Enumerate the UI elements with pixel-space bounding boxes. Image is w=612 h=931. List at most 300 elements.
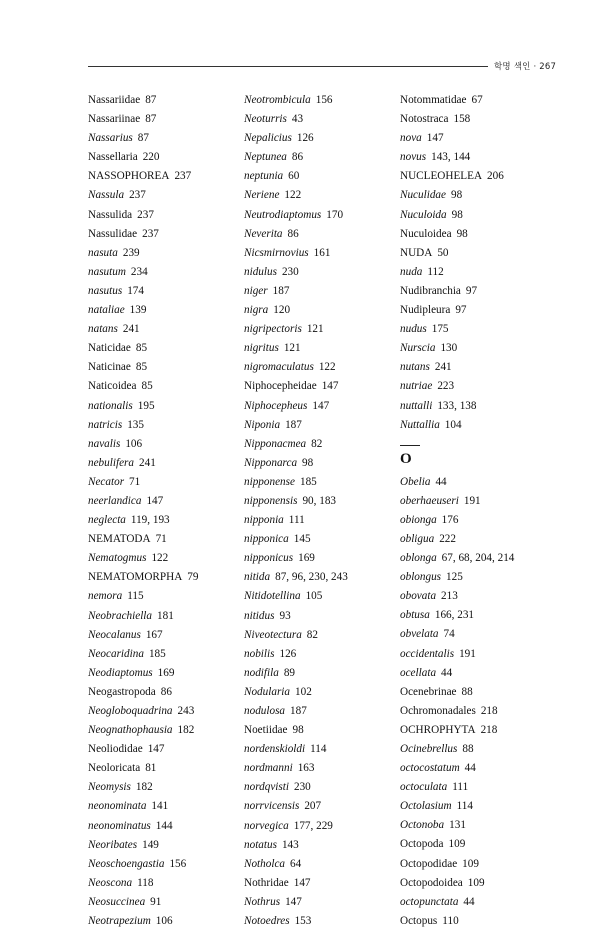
index-term: Naticinae xyxy=(88,361,131,374)
page-numbers: 82 xyxy=(306,628,318,641)
index-term: nigripectoris xyxy=(244,323,302,336)
index-entry xyxy=(88,129,248,148)
index-term: Nothrus xyxy=(244,895,281,908)
index-term: Neocaridina xyxy=(88,647,144,660)
index-term: octopunctata xyxy=(400,895,459,908)
page-numbers: 170 xyxy=(326,208,344,221)
index-entry xyxy=(400,473,560,492)
index-term: Niponia xyxy=(244,418,281,431)
index-term: Octonoba xyxy=(400,819,445,832)
index-entry xyxy=(88,225,248,244)
index-entry xyxy=(88,358,248,377)
page-numbers: 109 xyxy=(467,876,485,889)
index-entry xyxy=(400,416,560,435)
index-term: NEMATOMORPHA xyxy=(88,571,183,584)
section-divider xyxy=(400,445,420,446)
page-numbers: 125 xyxy=(446,571,463,584)
index-entry xyxy=(244,836,404,855)
index-entry xyxy=(88,893,248,912)
index-term: norvegica xyxy=(244,819,289,832)
index-term: obligua xyxy=(400,532,435,545)
index-entry xyxy=(400,167,560,186)
index-term: nuda xyxy=(400,265,423,278)
page-numbers: 71 xyxy=(129,475,141,488)
index-entry xyxy=(400,835,560,854)
page-numbers: 122 xyxy=(284,189,302,202)
index-entry xyxy=(400,645,560,664)
index-term: nipponensis xyxy=(244,494,298,507)
page-numbers: 67 xyxy=(471,94,483,106)
index-entry xyxy=(244,645,404,664)
index-entry xyxy=(88,683,248,702)
page-numbers: 234 xyxy=(130,265,148,278)
index-term: oblonga xyxy=(400,552,437,565)
page-numbers: 87 xyxy=(145,113,157,126)
index-term: Nipponarca xyxy=(244,456,298,469)
page-numbers: 120 xyxy=(273,304,291,317)
page-numbers: 105 xyxy=(305,590,323,603)
index-entry xyxy=(244,435,404,454)
page-numbers: 88 xyxy=(462,743,474,755)
page-numbers: 106 xyxy=(155,915,173,928)
index-term: obtusa xyxy=(400,609,430,622)
index-term: neerlandica xyxy=(88,494,142,507)
index-entry xyxy=(244,206,404,225)
index-entry xyxy=(244,568,404,587)
page-numbers: 121 xyxy=(306,323,324,336)
index-entry xyxy=(244,244,404,263)
index-entry xyxy=(400,683,560,702)
index-entry xyxy=(400,912,560,931)
page-numbers: 169 xyxy=(157,666,175,679)
index-term: octocostatum xyxy=(400,762,460,775)
page-numbers: 222 xyxy=(439,532,456,545)
index-term: obvelata xyxy=(400,628,439,641)
index-term: Ochromonadales xyxy=(400,704,476,717)
index-term: neonominatus xyxy=(88,819,151,832)
page-numbers: 237 xyxy=(142,227,159,240)
index-term: nutans xyxy=(400,361,430,374)
index-term: Notommatidae xyxy=(400,94,467,106)
page-numbers: 153 xyxy=(294,915,312,928)
index-term: Obelia xyxy=(400,475,431,488)
index-entry xyxy=(88,759,248,778)
page-numbers: 98 xyxy=(451,189,463,202)
page-numbers: 43 xyxy=(291,113,304,126)
index-entry xyxy=(400,244,560,263)
page-numbers: 74 xyxy=(443,628,455,641)
index-term: neonominata xyxy=(88,800,147,813)
page-numbers: 191 xyxy=(463,494,481,507)
page-numbers: 130 xyxy=(440,342,458,355)
index-entry xyxy=(244,148,404,167)
index-term: nova xyxy=(400,132,422,145)
index-term: neglecta xyxy=(88,514,126,527)
page-numbers: 122 xyxy=(318,361,336,374)
index-term: navalis xyxy=(88,437,121,450)
index-entry xyxy=(244,683,404,702)
page-numbers: 98 xyxy=(292,724,304,737)
index-entry xyxy=(88,721,248,740)
page-numbers: 87 xyxy=(137,132,149,145)
page-numbers: 109 xyxy=(448,838,466,851)
index-entry xyxy=(244,778,404,797)
index-entry xyxy=(400,397,560,416)
index-term: oblongus xyxy=(400,571,442,584)
page-numbers: 147 xyxy=(426,132,444,145)
index-term: NUDA xyxy=(400,246,433,259)
page-numbers: 169 xyxy=(298,552,315,565)
index-entry xyxy=(400,702,560,721)
index-term: Nassula xyxy=(88,189,125,202)
index-entry xyxy=(244,893,404,912)
header-rule xyxy=(88,66,488,67)
index-term: Neobrachiella xyxy=(88,609,153,622)
page-numbers: 187 xyxy=(290,705,307,717)
index-term: nobilis xyxy=(244,647,275,660)
page-numbers: 144 xyxy=(155,819,173,832)
index-term: nipponia xyxy=(244,514,284,527)
page-numbers: 161 xyxy=(313,246,331,259)
index-entry xyxy=(400,874,560,893)
index-entry xyxy=(88,397,248,416)
index-term: Nassariinae xyxy=(88,113,141,126)
index-term: nudus xyxy=(400,323,427,336)
page-numbers: 206 xyxy=(487,170,504,183)
index-entry xyxy=(244,740,404,759)
index-entry xyxy=(244,301,404,320)
page-numbers: 241 xyxy=(139,456,156,469)
page-numbers: 176 xyxy=(441,513,459,526)
page-numbers: 185 xyxy=(299,475,317,488)
index-entry xyxy=(400,664,560,683)
index-entry xyxy=(400,511,560,530)
index-term: Niphocepheidae xyxy=(244,380,317,393)
index-entry xyxy=(400,358,560,377)
page-numbers: 98 xyxy=(302,456,314,469)
page-numbers: 60 xyxy=(288,170,300,183)
index-term: Ocenebrinae xyxy=(400,685,457,698)
index-entry xyxy=(88,320,248,339)
index-entry xyxy=(88,301,248,320)
index-entry xyxy=(244,855,404,874)
index-term: nordenskioldi xyxy=(244,743,306,756)
index-entry xyxy=(400,606,560,625)
page-numbers: 147 xyxy=(312,399,330,412)
index-entry xyxy=(88,740,248,759)
index-term: Nuttallia xyxy=(400,418,440,431)
page-numbers: 102 xyxy=(295,685,312,698)
index-entry xyxy=(400,110,560,129)
page-numbers: 87 xyxy=(145,94,157,106)
page-numbers: 241 xyxy=(434,361,452,374)
index-entry xyxy=(88,339,248,358)
index-entry xyxy=(88,263,248,282)
index-entry xyxy=(88,110,248,129)
page-numbers: 44 xyxy=(435,475,447,488)
index-term: nutriae xyxy=(400,380,433,393)
index-entry xyxy=(244,702,404,721)
page-numbers: 86 xyxy=(287,227,299,240)
index-term: Neptunea xyxy=(244,151,287,164)
index-term: Octolasium xyxy=(400,800,452,813)
index-term: Neocalanus xyxy=(88,628,141,641)
index-entry xyxy=(244,664,404,683)
page-numbers: 110 xyxy=(442,914,459,927)
index-term: Neosuccinea xyxy=(88,895,146,908)
index-term: Nepalicius xyxy=(244,132,292,145)
index-term: novus xyxy=(400,151,427,164)
index-entry xyxy=(244,912,404,931)
page-numbers: 149 xyxy=(142,838,159,851)
index-entry xyxy=(400,721,560,740)
index-entry xyxy=(88,817,248,836)
index-term: Nodularia xyxy=(244,685,291,698)
page-numbers: 147 xyxy=(146,494,164,507)
index-entry xyxy=(400,816,560,835)
page-numbers: 82 xyxy=(311,437,323,450)
page-numbers: 131 xyxy=(449,819,466,832)
index-term: NASSOPHOREA xyxy=(88,170,170,183)
index-term: Notholca xyxy=(244,857,286,870)
page-numbers: 112 xyxy=(427,265,444,278)
index-term: obovata xyxy=(400,590,437,603)
index-entry xyxy=(400,625,560,644)
index-entry xyxy=(88,912,248,931)
index-term: Nipponacmea xyxy=(244,437,307,450)
index-term: nodifila xyxy=(244,666,279,679)
page-numbers: 115 xyxy=(127,590,144,603)
page-numbers: 181 xyxy=(157,609,174,622)
index-entry xyxy=(400,129,560,148)
index-entry xyxy=(400,186,560,205)
index-entry xyxy=(244,874,404,893)
page-numbers: 158 xyxy=(453,113,471,126)
page-numbers: 147 xyxy=(293,876,311,889)
index-column-3 xyxy=(400,91,560,931)
index-entry xyxy=(88,530,248,549)
index-entry xyxy=(244,759,404,778)
page-numbers: 118 xyxy=(137,876,154,889)
page-numbers: 109 xyxy=(462,857,479,870)
index-entry xyxy=(400,797,560,816)
index-entry xyxy=(88,244,248,263)
page-numbers: 230 xyxy=(293,781,311,794)
index-entry xyxy=(400,492,560,511)
index-entry xyxy=(244,454,404,473)
index-term: obionga xyxy=(400,513,437,526)
index-term: nasuta xyxy=(88,246,118,259)
index-entry xyxy=(244,549,404,568)
index-entry xyxy=(244,473,404,492)
index-term: Notostraca xyxy=(400,113,449,126)
page-numbers: 187 xyxy=(272,284,290,297)
page-numbers: 145 xyxy=(293,533,311,546)
page-numbers: 119, 193 xyxy=(130,514,170,527)
index-term: nigritus xyxy=(244,342,279,355)
page-numbers: 139 xyxy=(129,304,147,317)
index-term: oberhaeuseri xyxy=(400,494,459,507)
page-numbers: 141 xyxy=(151,800,169,813)
index-entry xyxy=(88,626,248,645)
page-numbers: 86 xyxy=(160,685,172,698)
index-entry xyxy=(400,339,560,358)
index-entry xyxy=(244,397,404,416)
index-term: nuttalli xyxy=(400,399,433,412)
index-term: Neotrapezium xyxy=(88,915,151,928)
index-entry xyxy=(88,473,248,492)
index-entry xyxy=(400,740,560,759)
index-entry xyxy=(400,206,560,225)
page-numbers: 166, 231 xyxy=(434,609,474,622)
page-numbers: 213 xyxy=(441,590,458,603)
page-numbers: 71 xyxy=(155,533,167,546)
index-term: Nuculoidea xyxy=(400,227,452,240)
page-numbers: 143 xyxy=(281,838,299,851)
index-entry xyxy=(244,530,404,549)
index-entry xyxy=(88,282,248,301)
page-numbers: 44 xyxy=(441,666,453,679)
index-term: Neoribates xyxy=(88,838,138,851)
page-numbers: 121 xyxy=(283,342,301,355)
index-term: neptunia xyxy=(244,170,284,183)
index-term: nasutus xyxy=(88,284,123,297)
running-head: 학명 색인 · 267 xyxy=(494,62,557,72)
index-entry xyxy=(88,797,248,816)
index-entry xyxy=(244,320,404,339)
index-term: natricis xyxy=(88,418,123,431)
index-term: Neotrombicula xyxy=(244,94,311,106)
page-numbers: 87, 96, 230, 243 xyxy=(275,571,348,584)
page-numbers: 223 xyxy=(437,380,455,393)
page-numbers: 50 xyxy=(437,246,449,259)
index-entry xyxy=(400,320,560,339)
page-numbers: 126 xyxy=(296,132,314,145)
page-numbers: 93 xyxy=(279,609,291,622)
page-numbers: 111 xyxy=(452,781,469,794)
page-numbers: 147 xyxy=(321,380,339,393)
section-letter-heading: O xyxy=(400,450,412,467)
index-term: Naticidae xyxy=(88,342,131,355)
index-entry xyxy=(88,607,248,626)
page-numbers: 111 xyxy=(288,514,305,527)
index-term: occidentalis xyxy=(400,647,455,660)
index-entry xyxy=(244,416,404,435)
index-term: Necator xyxy=(88,475,125,488)
index-term: Neodiaptomus xyxy=(88,666,153,679)
page-numbers: 147 xyxy=(285,895,302,908)
index-entry xyxy=(244,626,404,645)
index-entry xyxy=(88,377,248,396)
page-numbers: 177, 229 xyxy=(293,819,333,832)
index-entry xyxy=(88,186,248,205)
index-entry xyxy=(244,817,404,836)
page-numbers: 90, 183 xyxy=(302,494,337,507)
index-term: Naticoidea xyxy=(88,380,137,393)
index-term: Neutrodiaptomus xyxy=(244,208,322,221)
page-numbers: 67, 68, 204, 214 xyxy=(441,552,515,565)
index-entry xyxy=(244,607,404,626)
page-numbers: 182 xyxy=(135,781,153,794)
index-entry xyxy=(88,206,248,225)
page-numbers: 133, 138 xyxy=(437,399,477,412)
index-entry xyxy=(400,530,560,549)
index-entry xyxy=(244,377,404,396)
index-term: Neoloricata xyxy=(88,762,141,775)
index-term: nipponicus xyxy=(244,552,294,565)
index-entry xyxy=(88,836,248,855)
index-term: nipponense xyxy=(244,475,295,488)
page-numbers: 195 xyxy=(137,399,155,412)
index-entry xyxy=(400,225,560,244)
index-entry xyxy=(400,263,560,282)
index-term: nitidus xyxy=(244,609,275,622)
page-numbers: 143, 144 xyxy=(431,151,471,164)
index-term: norrvicensis xyxy=(244,800,300,813)
index-entry xyxy=(88,778,248,797)
page-numbers: 191 xyxy=(459,647,476,660)
index-entry xyxy=(400,855,560,874)
page-numbers: 86 xyxy=(291,151,304,164)
index-term: nigra xyxy=(244,304,269,317)
page-numbers: 230 xyxy=(281,265,299,278)
index-term: Niphocepheus xyxy=(244,399,308,412)
page-numbers: 163 xyxy=(297,762,315,775)
index-term: natans xyxy=(88,323,118,336)
index-entry xyxy=(244,339,404,358)
page-numbers: 89 xyxy=(283,666,295,679)
index-term: Nassulida xyxy=(88,208,133,221)
index-entry xyxy=(244,358,404,377)
index-entry xyxy=(244,492,404,511)
index-term: Nassellaria xyxy=(88,151,138,164)
index-term: Nothridae xyxy=(244,876,289,889)
page-numbers: 239 xyxy=(122,246,140,259)
index-term: Neoturris xyxy=(244,113,287,126)
page-numbers: 85 xyxy=(135,361,148,374)
page-numbers: 97 xyxy=(465,284,478,297)
index-entry xyxy=(400,778,560,797)
index-term: Nitidotellina xyxy=(244,590,301,603)
index-term: Noetiidae xyxy=(244,724,288,737)
index-term: Nudibranchia xyxy=(400,284,461,297)
index-entry xyxy=(244,167,404,186)
page-numbers: 185 xyxy=(148,647,166,660)
index-term: Notoedres xyxy=(244,915,290,928)
index-term: Neoschoengastia xyxy=(88,857,165,870)
page-numbers: 114 xyxy=(310,743,327,756)
index-entry xyxy=(400,148,560,167)
page-numbers: 220 xyxy=(142,151,160,164)
page-numbers: 79 xyxy=(187,571,199,584)
page-numbers: 44 xyxy=(463,895,475,908)
index-entry xyxy=(244,587,404,606)
page-numbers: 104 xyxy=(444,418,462,431)
page-numbers: 122 xyxy=(151,552,169,565)
index-entry xyxy=(244,186,404,205)
index-entry xyxy=(88,549,248,568)
page-numbers: 241 xyxy=(122,323,140,336)
index-term: Nematogmus xyxy=(88,552,147,565)
page-numbers: 156 xyxy=(315,94,333,106)
page-numbers: 167 xyxy=(145,628,163,641)
index-term: nemora xyxy=(88,590,123,603)
page-numbers: 207 xyxy=(304,800,322,813)
index-entry xyxy=(244,263,404,282)
index-term: OCHROPHYTA xyxy=(400,723,476,736)
index-entry xyxy=(400,377,560,396)
index-column-2 xyxy=(244,91,404,931)
